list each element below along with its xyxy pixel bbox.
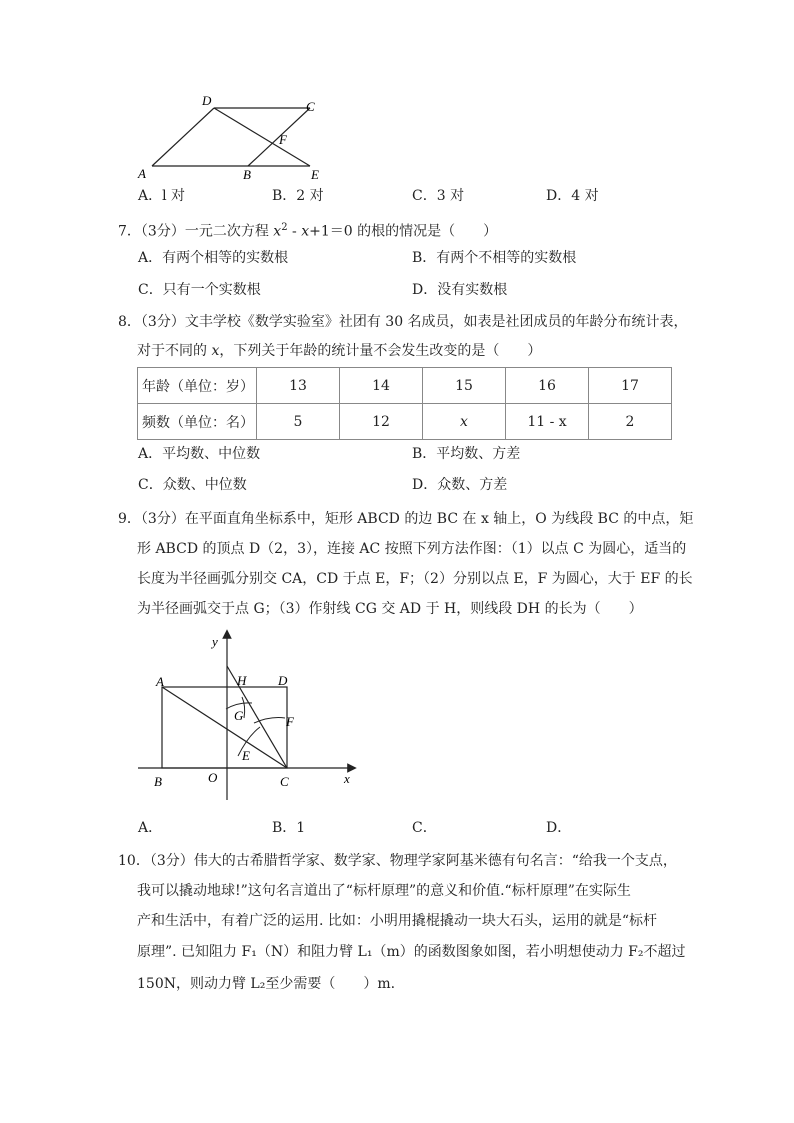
q8-option-b: B．平均数、方差 [412, 446, 521, 462]
q8-line2-b: ，下列关于年龄的统计量不会发生改变的是（ ） [219, 343, 542, 359]
q9-option-d: D． [546, 820, 572, 836]
q8-frequency-table [137, 367, 672, 440]
table-cell: 12 [340, 404, 423, 440]
table-cell: 15 [423, 368, 506, 404]
table-cell: 频数（单位：名） [138, 404, 257, 440]
table-cell: 17 [589, 368, 672, 404]
q8-option-a: A．平均数、中位数 [138, 446, 261, 462]
q7-score: （3分） [140, 223, 185, 240]
q10-score: （3分） [149, 853, 194, 869]
table-row [138, 404, 672, 440]
table-cell: x [423, 404, 506, 440]
q9-option-c: C． [412, 820, 437, 836]
fig9-label-x: x [344, 771, 350, 786]
q6-option-d: D．4 对 [546, 188, 599, 204]
fig9-label-e: E [242, 748, 250, 763]
q9-option-b: B．1 [272, 820, 306, 836]
table-cell: 16 [506, 368, 589, 404]
q8-stem-line1 [118, 312, 688, 332]
q9-option-a: A． [138, 820, 163, 836]
q9-stem-line1 [118, 509, 693, 529]
q9-number: 9． [118, 511, 141, 527]
q9-figure [130, 628, 370, 803]
q10-stem-line1 [118, 851, 677, 871]
q7-var-x: x [273, 223, 282, 240]
q7-var-x2: x [301, 223, 310, 240]
q7-option-d: D．没有实数根 [412, 282, 508, 298]
q7-exponent: 2 [281, 222, 288, 233]
fig9-label-h: H [237, 673, 247, 688]
fig6-label-a: A [138, 166, 146, 181]
q9-stem-line4: 为半径画弧交于点 G；（3）作射线 CG 交 AD 于 H，则线段 DH 的长为（ ） [137, 601, 643, 617]
table-cell: 年龄（单位：岁） [138, 368, 257, 404]
table-cell: 13 [257, 368, 340, 404]
q6-figure [130, 90, 340, 185]
fig9-label-d: D [278, 673, 288, 688]
table-row [138, 368, 672, 404]
q9-stem-line2: 形 ABCD 的顶点 D（2，3），连接 AC 按照下列方法作图：（1）以点 C 为圆心，适当的 [137, 541, 687, 557]
fig9-label-a: A [156, 674, 164, 689]
q10-stem-line4: 原理”. 已知阻力 F₁（N）和阻力臂 L₁（m）的函数图象如图，若小明想使动力 F₂不超过 [137, 944, 686, 960]
q8-var-x: x [211, 343, 220, 359]
table-cell: 5 [257, 404, 340, 440]
q10-stem-line5: 150N，则动力臂 L₂至少需要（ ）m. [137, 976, 396, 992]
fig9-label-o: O [208, 770, 218, 785]
fig9-label-f: F [286, 714, 294, 729]
fig6-label-c: C [306, 99, 315, 114]
q7-option-a: A．有两个相等的实数根 [138, 250, 289, 266]
q8-option-d: D．众数、方差 [412, 477, 508, 493]
table-cell: 11 - x [506, 404, 589, 440]
q9-score: （3分） [140, 511, 185, 527]
q8-line2-a: 对于不同的 [137, 343, 212, 359]
q7-stem-before: 一元二次方程 [184, 223, 274, 240]
fig9-label-g: G [234, 708, 244, 723]
q9-line1: 在平面直角坐标系中，矩形 ABCD 的边 BC 在 x 轴上，O 为线段 BC 的中点，矩 [184, 511, 694, 527]
q10-stem-line2: 我可以撬动地球!”这句名言道出了“标杆原理”的意义和价值.“标杆原理”在实际生 [137, 883, 631, 899]
q7-stem [118, 218, 497, 242]
q6-option-a: A．l 对 [138, 188, 186, 204]
fig6-label-f: F [279, 132, 287, 147]
q7-option-b: B．有两个不相等的实数根 [412, 250, 577, 266]
table-cell: 14 [340, 368, 423, 404]
q8-option-c: C．众数、中位数 [138, 477, 247, 493]
q6-option-c: C．3 对 [412, 188, 465, 204]
fig9-label-b: B [154, 774, 162, 789]
q8-line1: 文丰学校《数学实验室》社团有 30 名成员，如表是社团成员的年龄分布统计表， [184, 314, 688, 330]
q8-number: 8． [118, 314, 141, 330]
q7-number: 7． [118, 223, 141, 240]
fig6-label-d: D [202, 93, 212, 108]
fig9-label-c: C [280, 774, 289, 789]
q10-number: 10． [118, 853, 150, 869]
fig6-label-e: E [311, 167, 319, 182]
q8-stem-line2 [137, 341, 541, 361]
q9-stem-line3: 长度为半径画弧分别交 CA，CD 于点 E，F；（2）分别以点 E，F 为圆心，大于 EF 的长 [137, 571, 693, 587]
fig6-label-b: B [243, 167, 251, 182]
q10-stem-line3: 产和生活中，有着广泛的运用. 比如：小明用撬棍撬动一块大石头，运用的就是“标杆 [137, 913, 658, 929]
q7-stem-after: +1＝0 的根的情况是（ ） [309, 223, 498, 240]
q8-score: （3分） [140, 314, 185, 330]
fig9-label-y: y [212, 634, 218, 649]
q10-line1: 伟大的古希腊哲学家、数学家、物理学家阿基米德有句名言：“给我一个支点， [193, 853, 677, 869]
table-cell: 2 [589, 404, 672, 440]
q7-option-c: C．只有一个实数根 [138, 282, 261, 298]
q7-stem-mid: - [287, 223, 302, 240]
q6-option-b: B．2 对 [272, 188, 324, 204]
